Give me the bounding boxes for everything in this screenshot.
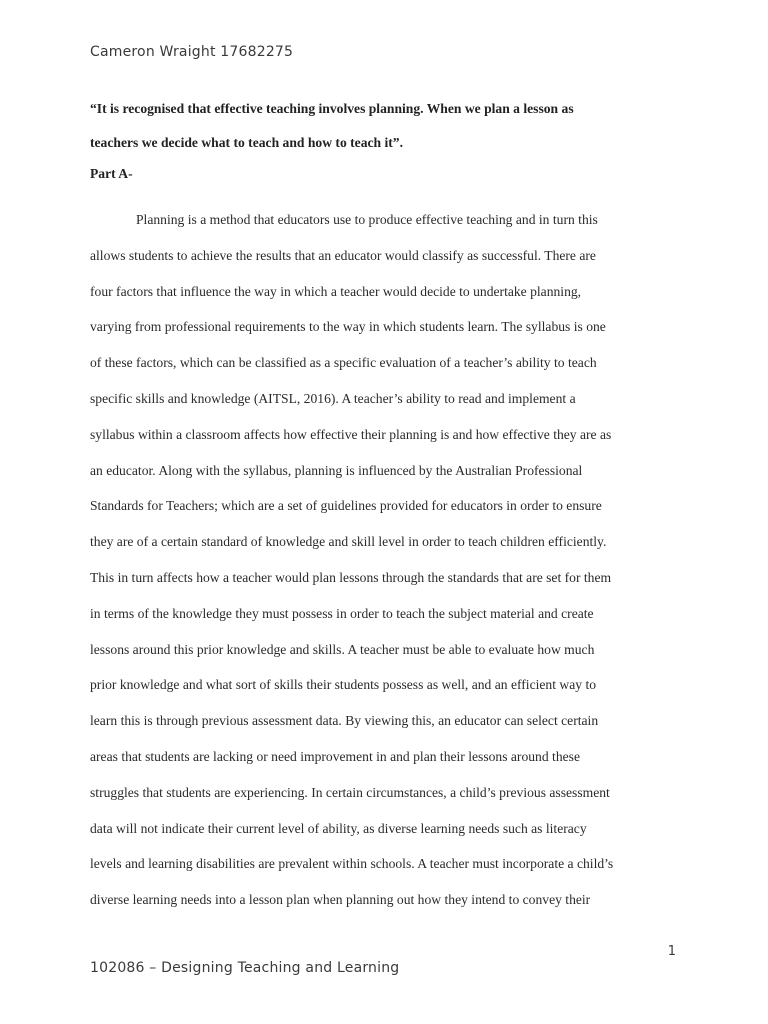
opening-quote [90,92,690,160]
quote-line-1: “It is recognised that effective teaching involves planning. When we plan a lesson as [90,101,574,116]
quote-line-2: teachers we decide what to teach and how to teach it”. [90,135,403,150]
page-number: 1 [667,944,676,959]
body-line: syllabus within a classroom affects how effective their planning is and how effective they are as [90,426,612,442]
body-line: varying from professional requirements to the way in which students learn. The syllabus is one [90,319,606,335]
body-line: Standards for Teachers; which are a set of guidelines provided for educators in order to ensure [90,498,602,514]
body-line: four factors that influence the way in which a teacher would decide to undertake planning, [90,283,582,299]
body-line: specific skills and knowledge (AITSL, 2016). A teacher’s ability to read and implement a [90,390,576,406]
body-line: data will not indicate their current level of ability, as diverse learning needs such as literacy [90,820,587,836]
body-line: prior knowledge and what sort of skills their students possess as well, and an efficient way to [90,677,597,693]
body-line: an educator. Along with the syllabus, planning is influenced by the Australian Professional [90,462,583,478]
body-paragraph [90,208,690,924]
page-footer-course: 102086 – Designing Teaching and Learning [90,960,400,976]
body-line: struggles that students are experiencing. In certain circumstances, a child’s previous assessment [90,784,610,800]
body-line: of these factors, which can be classified as a specific evaluation of a teacher’s ability to teach [90,355,597,371]
body-line: Planning is a method that educators use to produce effective teaching and in turn this [136,212,598,227]
section-heading: Part A- [90,166,133,181]
body-line: diverse learning needs into a lesson plan when planning out how they intend to convey their [90,892,591,908]
page-header-author: Cameron Wraight 17682275 [90,44,294,60]
body-line: allows students to achieve the results that an educator would classify as successful. There are [90,247,596,263]
body-line: areas that students are lacking or need improvement in and plan their lessons around these [90,748,580,764]
body-line: lessons around this prior knowledge and skills. A teacher must be able to evaluate how much [90,641,595,657]
body-line: learn this is through previous assessment data. By viewing this, an educator can select certain [90,713,599,729]
body-line: This in turn affects how a teacher would plan lessons through the standards that are set for them [90,569,612,585]
body-line: in terms of the knowledge they must possess in order to teach the subject material and create [90,605,594,621]
body-line: levels and learning disabilities are prevalent within schools. A teacher must incorporate a child’s [90,856,614,872]
body-line: they are of a certain standard of knowledge and skill level in order to teach children efficiently. [90,534,607,550]
